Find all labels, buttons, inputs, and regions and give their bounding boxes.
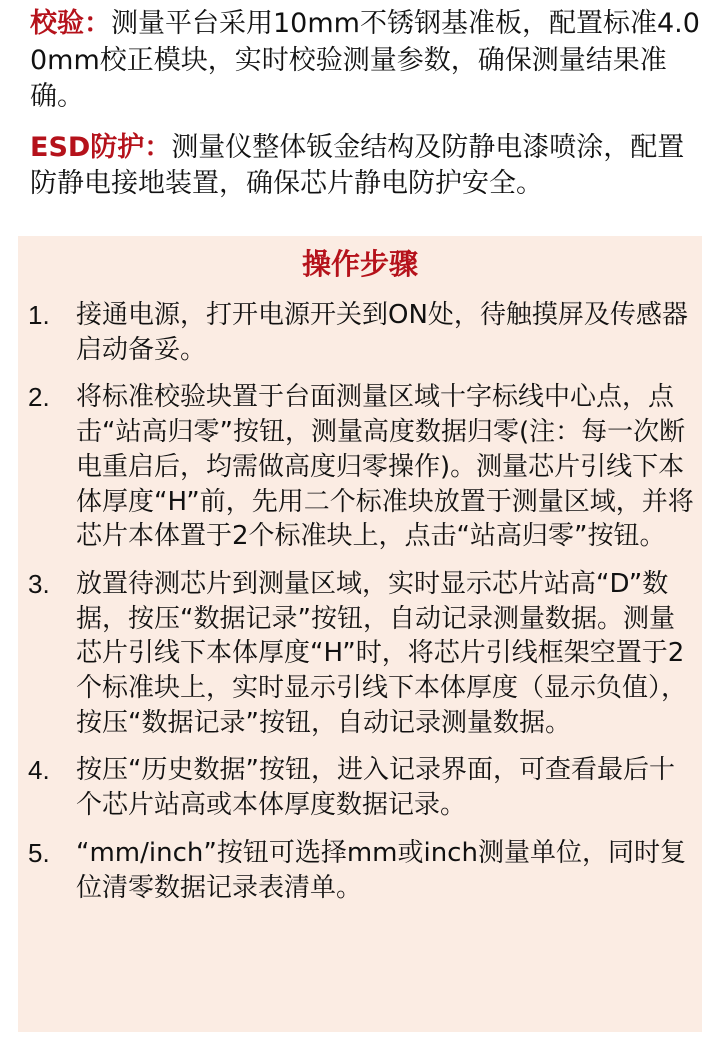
step-text: 按压“历史数据”按钮，进入记录界面，可查看最后十个芯片站高或本体厚度数据记录。: [76, 755, 675, 821]
step-item: [28, 567, 696, 741]
operation-steps-panel: [18, 236, 702, 1032]
step-text: 接通电源，打开电源开关到ON处，待触摸屏及传感器启动备妥。: [76, 300, 688, 365]
steps-title: 操作步骤: [301, 247, 418, 281]
calibration-label: 校验：: [30, 8, 111, 39]
esd-label: ESD防护：: [30, 131, 172, 163]
esd-text: 测量仪整体钣金结构及防静电漆喷涂，配置防静电接地装置，确保芯片静电防护安全。: [30, 131, 685, 199]
step-text: 放置待测芯片到测量区域，实时显示芯片站高“D”数据，按压“数据记录”按钮，自动记录测量数据。测量芯片引线下本体厚度“H”时，将芯片引线框架空置于2个标准块上，实时显示引线下本体厚度（显示负值），按压“数据记录”按钮，自动记录测量数据。: [76, 568, 688, 738]
step-item: [28, 753, 696, 822]
step-number: 4.: [28, 755, 50, 786]
step-text: 将标准校验块置于台面测量区域十字标线中心点，点击“站高归零”按钮，测量高度数据归零(注：每一次断电重启后，均需做高度归零操作)。测量芯片引线下本体厚度“H”前，先用二个标准块放置于测量区域，并将芯片本体置于2个标准块上，点击“站高归零”按钮。: [76, 382, 694, 552]
step-number: 3.: [28, 568, 50, 599]
steps-list: [28, 298, 696, 918]
step-item: [28, 298, 696, 367]
step-item: [28, 836, 696, 905]
esd-paragraph: [30, 130, 702, 203]
step-text: “mm/inch”按钮可选择mm或inch测量单位，同时复位清零数据记录表清单。: [76, 837, 686, 903]
calibration-paragraph: [30, 6, 702, 116]
step-item: [28, 380, 696, 554]
calibration-text: 测量平台采用10mm不锈钢基准板，配置标准4.00mm校正模块，实时校验测量参数，确保测量结果准确。: [30, 8, 700, 112]
step-number: 1.: [28, 300, 50, 330]
step-number: 2.: [28, 382, 50, 413]
intro-section: [30, 6, 702, 217]
step-number: 5.: [28, 837, 50, 868]
